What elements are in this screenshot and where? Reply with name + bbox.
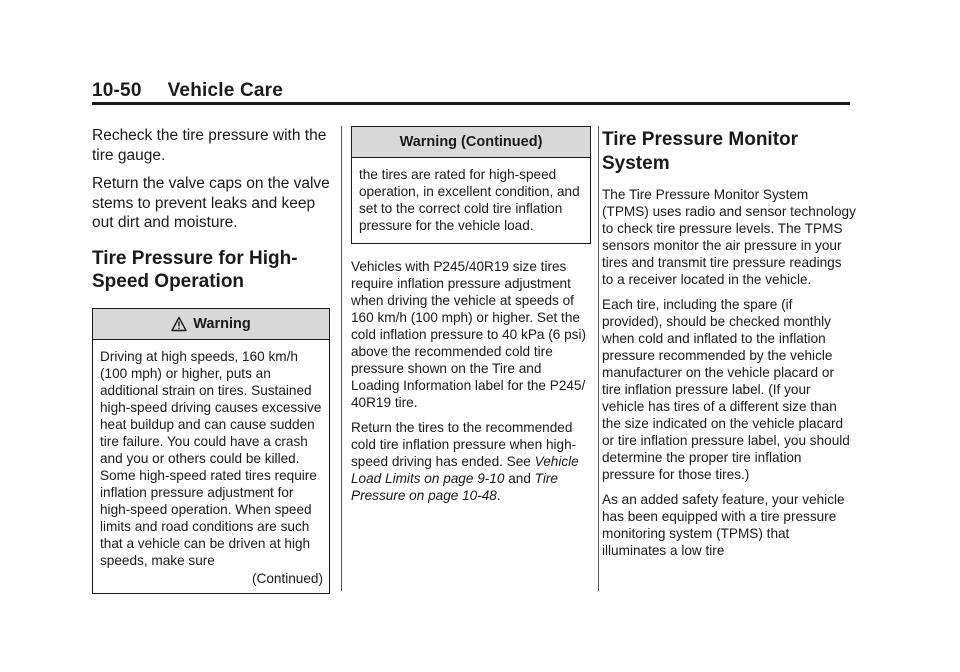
column-divider-1 [341,126,342,591]
warning-body-continued [352,158,590,243]
text-span: . [496,488,501,503]
warning-text-continued: the tires are rated for high-speed operation, in excellent condition, and set to the correct cold tire inflation pressure for the vehicle load. [359,167,580,233]
column-3 [602,126,856,567]
column-1 [92,126,330,604]
paragraph-recheck: Recheck the tire pressure with the tire gauge. [92,127,327,164]
link-tire-pressure[interactable]: Tire Pressure on page 10-48 [351,471,558,503]
warning-triangle-icon [171,316,187,332]
link-vehicle-load-limits[interactable]: Vehicle Load Limits on page 9-10 [351,454,579,486]
warning-header-continued [352,127,590,158]
section-title: Vehicle Care [167,80,284,101]
continued-label: (Continued) [251,570,323,586]
text-span: and [504,471,535,486]
heading-high-speed: Tire Pressure for High-Speed Operation [92,247,298,292]
header-rule [92,102,850,105]
warning-body [93,340,329,593]
column-2 [351,126,591,512]
paragraph-tire-check: Each tire, including the spare (if provided), should be checked monthly when cold and inflated to the inflation pressure recommended by the vehicle manufacturer on the vehicle placard or tire inflation pressure label. (If your vehicle has tires of a different size than the size indicated on the vehicle placard or tire inflation pressure label, you should determine the proper tire inflation pressure for those tires.) [602,297,850,482]
heading-tpms: Tire Pressure Monitor System [602,129,799,174]
text-span: Return the tires to the recommended cold tire inflation pressure when high-speed driving has ended. See [351,420,577,469]
paragraph-valve-caps: Return the valve caps on the valve stems to prevent leaks and keep out dirt and moisture. [92,175,330,231]
paragraph-return-tires [351,419,591,504]
paragraph-tpms-intro: The Tire Pressure Monitor System (TPMS) uses radio and sensor technology to check tire pressure levels. The TPMS sensors monitor the air pressure in your tires and transmit tire pressure readings to a receiver located in the vehicle. [602,187,856,287]
warning-header [93,309,329,340]
warning-text: Driving at high speeds, 160 km/h (100 mph) or higher, puts an additional strain on tires. Sustained high-speed driving causes excessive heat buildup and can cause sudden tire failure. You could have a crash and you or others could be killed. Some high-speed rated tires require inflation pressure adjustment for high-speed operation. When speed limits and road conditions are such that a vehicle can be driven at high speeds, make sure [100,348,322,568]
paragraph-p245: Vehicles with P245/40R19 size tires require inflation pressure adjustment when driving the vehicle at speeds of 160 km/h (100 mph) or higher. Set the cold inflation pressure to 40 kPa (6 psi) above the recommended cold tire pressure shown on the Tire and Loading Information label for the P245/ 40R19 tire. [351,259,586,410]
warning-title-continued: Warning (Continued) [399,134,543,150]
warning-box-continued [351,126,591,244]
warning-box [92,308,330,594]
warning-title: Warning [193,315,251,332]
column-divider-2 [598,126,599,591]
paragraph-safety-feature: As an added safety feature, your vehicle has been equipped with a tire pressure monitoring system (TPMS) that illuminates a low tire [602,492,845,558]
page-header [92,80,283,102]
page-number: 10-50 [92,80,142,101]
